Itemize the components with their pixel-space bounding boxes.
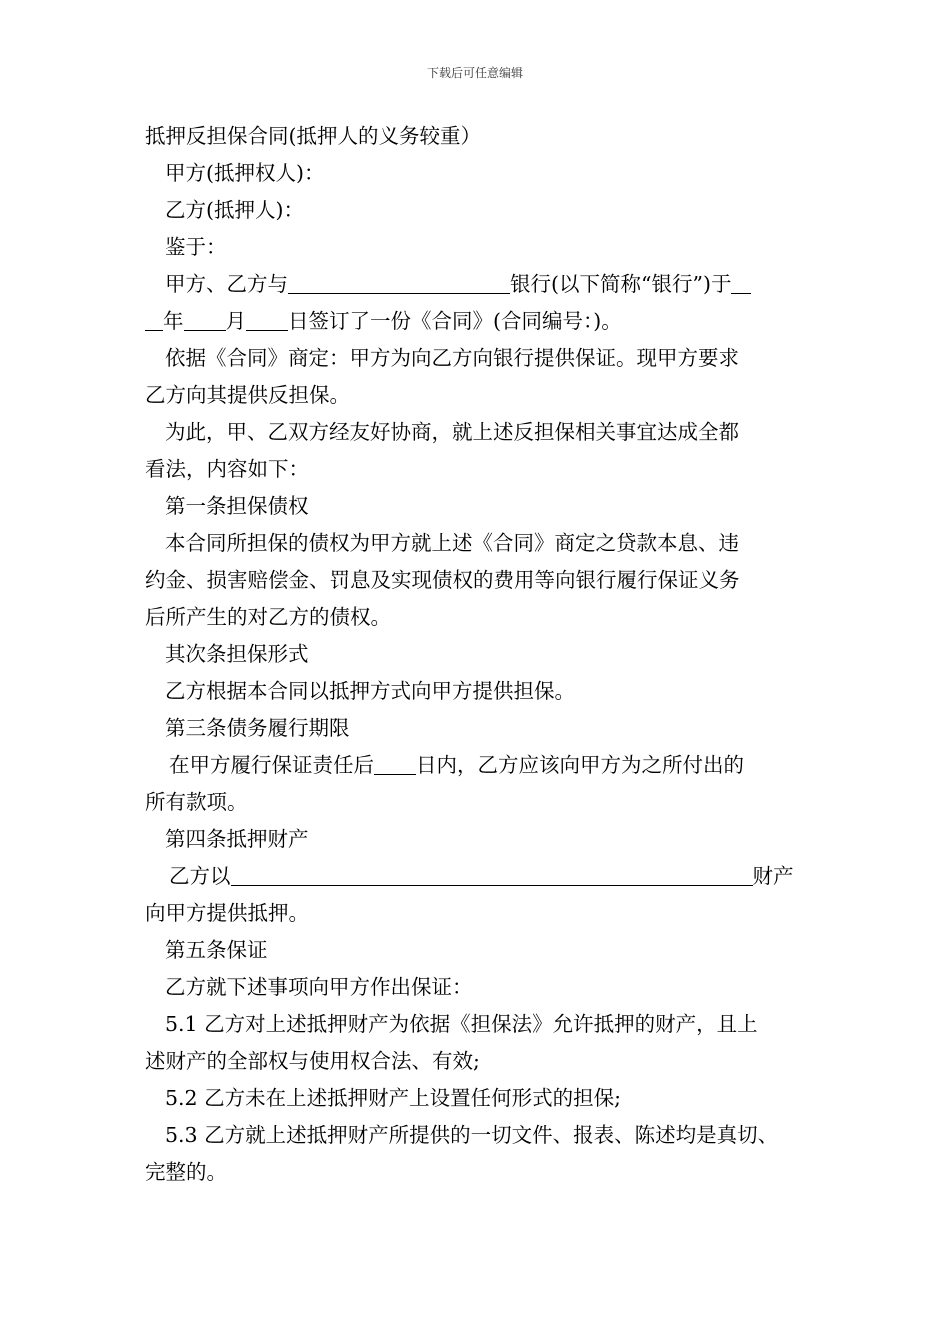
paragraph-2-line-1: 依据《合同》商定：甲方为向乙方向银行提供保证。现甲方要求 — [165, 346, 739, 370]
blank-year — [145, 308, 163, 331]
page-header: 下载后可任意编辑 — [426, 66, 523, 80]
article-2-title: 其次条担保形式 — [165, 642, 309, 666]
article-5-1-line-1: 5.1 乙方对上述抵押财产为依据《担保法》允许抵押的财产，且上 — [165, 1012, 758, 1036]
paragraph-1-line-2: 年 月 日签订了一份《合同》(合同编号：)。 — [145, 303, 810, 340]
document-body — [145, 118, 810, 1191]
whereas-line: 鉴于： — [165, 235, 227, 259]
article-1-title: 第一条担保债权 — [165, 494, 309, 518]
party-b-line: 乙方(抵押人)： — [165, 198, 304, 222]
article-2-body: 乙方根据本合同以抵押方式向甲方提供担保。 — [165, 679, 575, 703]
blank-bank-name — [288, 271, 510, 294]
article-5-intro: 乙方就下述事项向甲方作出保证： — [165, 975, 473, 999]
article-4-line-2: 向甲方提供抵押。 — [145, 901, 309, 925]
article-5-3-line-1: 5.3 乙方就上述抵押财产所提供的一切文件、报表、陈述均是真切、 — [165, 1123, 779, 1147]
document-title: 抵押反担保合同(抵押人的义务较重） — [145, 124, 481, 148]
paragraph-1-line-1: 甲方、乙方与 银行(以下简称“银行”)于 — [145, 266, 810, 303]
article-1-line-2: 约金、损害赔偿金、罚息及实现债权的费用等向银行履行保证义务 — [145, 568, 740, 592]
blank-year-part — [731, 271, 751, 294]
party-a-line: 甲方(抵押权人)： — [165, 161, 325, 185]
article-4-line-1: 乙方以 财产 — [169, 864, 794, 888]
article-3-line-2: 所有款项。 — [145, 790, 248, 814]
blank-month — [184, 308, 226, 331]
blank-property — [231, 863, 753, 886]
blank-days — [374, 752, 416, 775]
article-4-title: 第四条抵押财产 — [165, 827, 309, 851]
paragraph-3-line-1: 为此，甲、乙双方经友好协商，就上述反担保相关事宜达成全都 — [165, 420, 739, 444]
article-3-line-1: 在甲方履行保证责任后 日内，乙方应该向甲方为之所付出的 — [169, 753, 744, 777]
article-5-title: 第五条保证 — [165, 938, 268, 962]
article-3-title: 第三条债务履行期限 — [165, 716, 350, 740]
article-5-3-line-2: 完整的。 — [145, 1160, 227, 1184]
blank-day — [246, 308, 288, 331]
article-5-1-line-2: 述财产的全部权与使用权合法、有效; — [145, 1049, 480, 1073]
paragraph-2-line-2: 乙方向其提供反担保。 — [145, 383, 350, 407]
paragraph-3-line-2: 看法，内容如下： — [145, 457, 309, 481]
article-5-2: 5.2 乙方未在上述抵押财产上设置任何形式的担保; — [165, 1086, 622, 1110]
article-1-line-1: 本合同所担保的债权为甲方就上述《合同》商定之贷款本息、违 — [165, 531, 739, 555]
article-1-line-3: 后所产生的对乙方的债权。 — [145, 605, 391, 629]
